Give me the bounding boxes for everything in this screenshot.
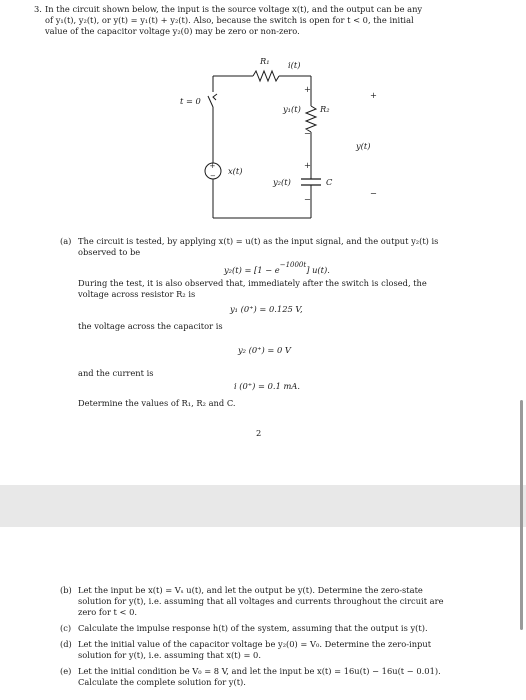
source-minus: − — [210, 172, 216, 180]
part-a-label: (a) — [60, 236, 72, 246]
part-a-line-1: The circuit is tested, by applying x(t) = u(t) as the input signal, and the output y₂(t) is — [78, 236, 439, 246]
part-a-line-6: and the current is — [78, 368, 154, 378]
cap-minus: − — [304, 194, 311, 204]
part-d-line-1: Let the initial value of the capacitor voltage be y₂(0) = V₀. Determine the zero-input — [78, 639, 432, 649]
resistor-r1-symbol — [253, 71, 279, 81]
part-a-line-4: voltage across resistor R₂ is — [78, 289, 196, 299]
part-c-line-1: Calculate the impulse response h(t) of the system, assuming that the output is y(t). — [78, 623, 428, 633]
part-b-label: (b) — [60, 585, 72, 595]
output-plus: + — [370, 90, 377, 100]
intro-line-3: value of the capacitor voltage y₂(0) may be zero or non-zero. — [45, 26, 300, 36]
part-a-line-3: During the test, it is also observed that, immediately after the switch is closed, the — [78, 278, 427, 288]
page-2 — [0, 527, 516, 700]
part-a-line-2: observed to be — [78, 247, 141, 257]
source-plus: + — [209, 162, 216, 170]
part-d-line-2: solution for y(t), i.e. assuming that x(t) = 0. — [78, 650, 261, 660]
part-a-line-7: Determine the values of R₁, R₂ and C. — [78, 398, 236, 408]
part-d-label: (d) — [60, 639, 72, 649]
part-b-line-2: solution for y(t), i.e. assuming that all voltages and currents throughout the circuit are — [78, 596, 444, 606]
page-gap — [0, 485, 526, 527]
label-y2: y₂(t) — [273, 177, 291, 187]
part-b-line-3: zero for t < 0. — [78, 607, 138, 617]
label-r1: R₁ — [260, 56, 270, 66]
r2-plus: + — [304, 84, 311, 94]
label-c: C — [326, 177, 333, 187]
part-a-eq-2: y₁ (0⁺) = 0.125 V, — [230, 304, 303, 314]
part-a-eq-4: i (0⁺) = 0.1 mA. — [234, 381, 300, 391]
label-x: x(t) — [228, 166, 243, 176]
intro-line-1: In the circuit shown below, the input is the source voltage x(t), and the output can be any — [45, 4, 423, 14]
scrollbar[interactable] — [520, 400, 523, 630]
label-current: i(t) — [288, 60, 301, 70]
part-e-line-1: Let the initial condition be V₀ = 8 V, and let the input be x(t) = 16u(t) − 16u(t − 0.01). — [78, 666, 441, 676]
part-c-label: (c) — [60, 623, 72, 633]
part-e-line-2: Calculate the complete solution for y(t). — [78, 677, 246, 687]
label-y1: y₁(t) — [283, 104, 301, 114]
part-b-line-1: Let the input be x(t) = Vₛ u(t), and let the output be y(t). Determine the zero-state — [78, 585, 423, 595]
output-minus: − — [370, 188, 377, 198]
part-a-line-5: the voltage across the capacitor is — [78, 321, 223, 331]
page-number: 2 — [256, 428, 262, 438]
switch-symbol — [208, 96, 213, 107]
label-switch: t = 0 — [180, 96, 201, 106]
part-a-eq-3: y₂ (0⁺) = 0 V — [238, 345, 291, 355]
label-y: y(t) — [356, 141, 371, 151]
part-a-eq-1: $y_2(t) = [1 - e^{-1000t}]$ u(t). — [224, 261, 330, 275]
label-r2: R₂ — [320, 104, 330, 114]
problem-number: 3. — [34, 4, 42, 14]
intro-line-2: of y₁(t), y₂(t), or y(t) = y₁(t) + y₂(t). Also, because the switch is open for t < 0, the initial — [45, 15, 414, 25]
cap-plus: + — [304, 160, 311, 170]
r2-minus: − — [304, 128, 311, 138]
circuit-diagram — [0, 0, 516, 230]
part-e-label: (e) — [60, 666, 72, 676]
